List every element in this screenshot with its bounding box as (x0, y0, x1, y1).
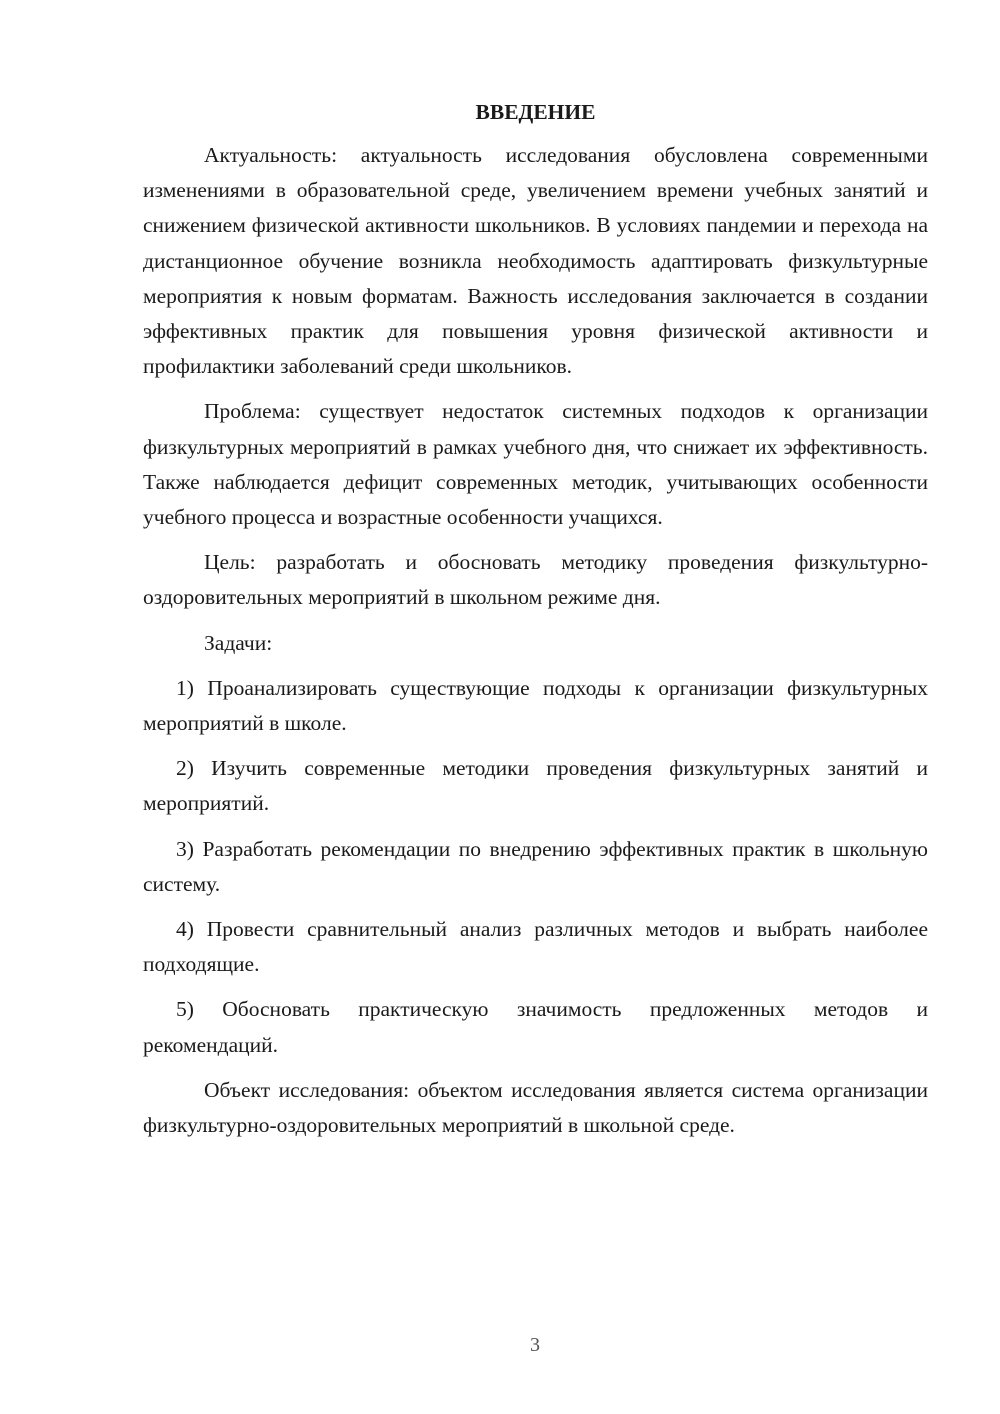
task-item: 4) Провести сравнительный анализ различных методов и выбрать наиболее подходящие. (143, 917, 928, 977)
relevance-paragraph: Актуальность: актуальность исследования обусловлена современными изменениями в образовательной среде, увеличением времени учебных занятий и снижением физической активности школьников. В условиях пандемии и перехода на дистанционное обучение возникла необходимость адаптировать физкультурные мероприятия к новым форматам. Важность исследования заключается в создании эффективных практик для повышения уровня физической активности и профилактики заболеваний среди школьников. (143, 143, 928, 379)
page-body (143, 96, 928, 1153)
task-item: 3) Разработать рекомендации по внедрению эффективных практик в школьную систему. (143, 836, 928, 896)
section-heading: ВВЕДЕНИЕ (475, 100, 596, 124)
page-number: 3 (530, 1334, 540, 1356)
object-paragraph: Объект исследования: объектом исследования является система организации физкультурно-оздоровительных мероприятий в школьной среде. (143, 1077, 928, 1138)
task-item: 5) Обосновать практическую значимость предложенных методов и рекомендаций. (143, 997, 928, 1057)
tasks-label: Задачи: (204, 630, 273, 655)
task-item: 1) Проанализировать существующие подходы к организации физкультурных мероприятий в школе. (143, 675, 928, 736)
goal-paragraph: Цель: разработать и обосновать методику проведения физкультурно-оздоровительных мероприятий в школьном режиме дня. (143, 550, 928, 610)
problem-paragraph: Проблема: существует недостаток системных подходов к организации физкультурных мероприятий в рамках учебного дня, что снижает их эффективность. Также наблюдается дефицит современных методик, учитывающих особенности учебного процесса и возрастные особенности учащихся. (143, 399, 928, 530)
task-item: 2) Изучить современные методики проведения физкультурных занятий и мероприятий. (143, 756, 928, 816)
